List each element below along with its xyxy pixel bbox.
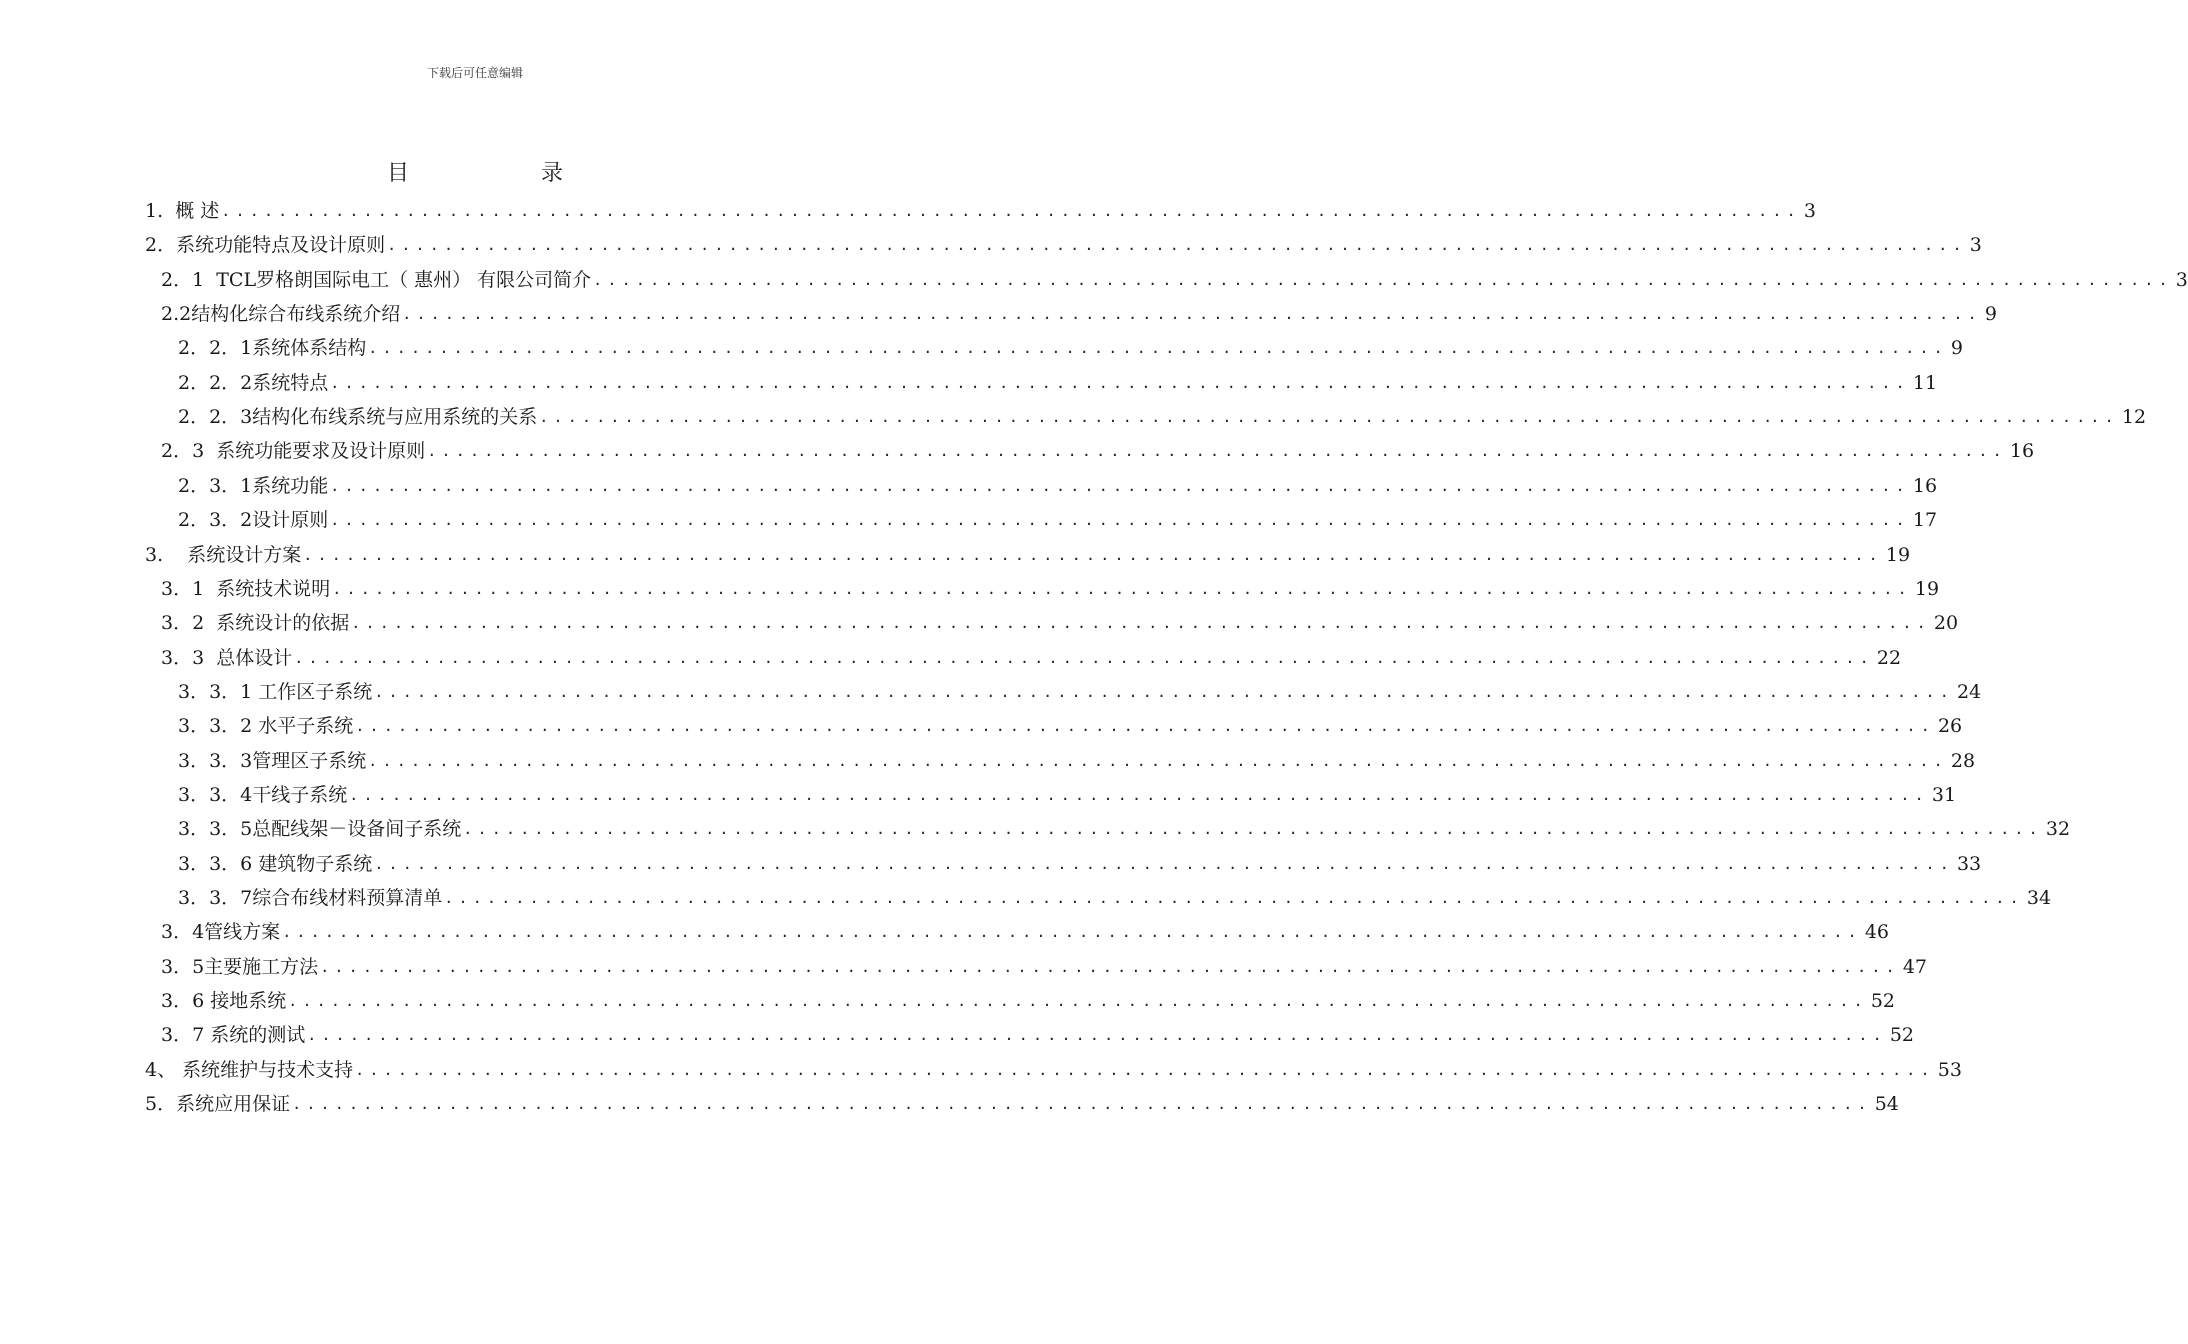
toc-entry-page: 47 bbox=[1902, 955, 1927, 978]
toc-entry-label: 3．5主要施工方法 bbox=[161, 955, 319, 978]
toc-entry[interactable] bbox=[161, 259, 2188, 293]
toc-entry[interactable] bbox=[178, 808, 2071, 842]
toc-entry-page: 32 bbox=[2045, 818, 2071, 841]
toc-entry[interactable] bbox=[178, 877, 2052, 911]
toc-entry-label: 4、 系统维护与技术支持 bbox=[145, 1058, 354, 1081]
toc-entry[interactable] bbox=[178, 499, 1938, 533]
toc-entry-label: 3．1 系统技术说明 bbox=[161, 577, 331, 600]
toc-entry-page: 54 bbox=[1874, 1093, 1899, 1116]
toc-entry-label: 2．3 系统功能要求及设计原则 bbox=[161, 440, 426, 463]
toc-entry-label: 3．3．1 工作区子系统 bbox=[178, 680, 373, 703]
toc-entry[interactable] bbox=[178, 843, 1982, 877]
toc-entry-page: 20 bbox=[1933, 612, 1959, 635]
toc-entry[interactable] bbox=[161, 946, 1927, 980]
toc-entry-page: 9 bbox=[1984, 303, 1997, 326]
page-header-note: 下载后可任意编辑 bbox=[426, 66, 523, 80]
toc-entry-label: 5．系统应用保证 bbox=[145, 1093, 291, 1116]
toc-entry-label: 3．7 系统的测试 bbox=[161, 1024, 306, 1047]
toc-entry-label: 2．3．1系统功能 bbox=[178, 474, 329, 497]
toc-entry-label: 3．3．4干线子系统 bbox=[178, 783, 348, 806]
toc-entry[interactable] bbox=[161, 293, 1997, 327]
toc-entry-page: 3 bbox=[1969, 234, 1982, 257]
toc-entry-leader: ............................................................................................................... bbox=[349, 785, 1929, 804]
toc-entry-leader: ............................................................................................................... bbox=[351, 614, 1931, 633]
toc-entry-label: 3．6 接地系统 bbox=[161, 990, 287, 1013]
toc-entry[interactable] bbox=[145, 190, 1816, 224]
toc-entry-label: 2．2．2系统特点 bbox=[178, 371, 329, 394]
toc-entry[interactable] bbox=[145, 534, 1911, 568]
toc-entry-page: 19 bbox=[1885, 543, 1911, 566]
toc-entry-leader: ............................................................................................................... bbox=[374, 854, 1954, 873]
toc-entry-page: 12 bbox=[2121, 406, 2147, 429]
toc-entry-leader: ............................................................................................................... bbox=[292, 1095, 1872, 1114]
toc-entry-leader: ............................................................................................................... bbox=[294, 648, 1874, 667]
toc-entry-leader: ............................................................................................................... bbox=[427, 442, 2007, 461]
toc-entry[interactable] bbox=[145, 1083, 1899, 1117]
toc-entry[interactable] bbox=[178, 396, 2147, 430]
toc-entry-page: 16 bbox=[2009, 440, 2035, 463]
toc-entry-leader: ............................................................................................................... bbox=[288, 992, 1868, 1011]
toc-entry-label: 3．3．6 建筑物子系统 bbox=[178, 852, 373, 875]
toc-entry-label: 2．2．3结构化布线系统与应用系统的关系 bbox=[178, 406, 538, 429]
toc-entry-leader: ............................................................................................................... bbox=[355, 717, 1935, 736]
toc-entry-leader: ............................................................................................................... bbox=[463, 820, 2043, 839]
toc-entry[interactable] bbox=[178, 671, 1982, 705]
toc-entry-page: 17 bbox=[1912, 509, 1938, 532]
toc-entry-leader: ............................................................................................................... bbox=[593, 270, 2173, 289]
toc-entry-page: 3 bbox=[2175, 268, 2188, 291]
toc-entry-label: 3．3．5总配线架－设备间子系统 bbox=[178, 818, 462, 841]
toc-entry-page: 34 bbox=[2026, 887, 2052, 909]
toc-entry[interactable] bbox=[178, 705, 1963, 739]
toc-entry[interactable] bbox=[161, 637, 1902, 671]
toc-entry-label: 3．2 系统设计的依据 bbox=[161, 612, 350, 635]
toc-entry-leader: ............................................................................................................... bbox=[368, 339, 1948, 358]
toc-entry-leader: ............................................................................................................... bbox=[221, 202, 1801, 220]
toc-entry-page: 52 bbox=[1889, 1024, 1915, 1047]
toc-title-right: 录 bbox=[541, 161, 564, 186]
toc-entry-leader: ............................................................................................................... bbox=[330, 476, 1910, 495]
toc-entry-page: 33 bbox=[1956, 852, 1982, 875]
toc-entry-leader: ............................................................................................................... bbox=[307, 1026, 1887, 1045]
toc-entry[interactable] bbox=[178, 327, 1963, 361]
toc-entry-leader: ............................................................................................................... bbox=[330, 373, 1910, 392]
toc-entry-label: 3. 系统设计方案 bbox=[145, 543, 302, 566]
toc-entry-label: 3．3 总体设计 bbox=[161, 646, 293, 669]
toc-entry[interactable] bbox=[161, 568, 1940, 602]
toc-entry-leader: ............................................................................................................... bbox=[368, 751, 1948, 770]
toc-entry-page: 31 bbox=[1931, 783, 1957, 806]
toc-entry-leader: ............................................................................................................... bbox=[303, 545, 1883, 564]
toc-entry[interactable] bbox=[178, 740, 1976, 774]
toc-entry-leader: ............................................................................................................... bbox=[539, 408, 2119, 427]
toc-entry[interactable] bbox=[178, 465, 1938, 499]
toc-entry[interactable] bbox=[161, 911, 1889, 945]
toc-title-left: 目 bbox=[386, 161, 409, 186]
toc-entry-page: 19 bbox=[1914, 577, 1940, 600]
toc-entry-leader: ............................................................................................................... bbox=[320, 957, 1900, 976]
toc-entry[interactable] bbox=[178, 362, 1938, 396]
toc-entry-label: 3．3．7综合布线材料预算清单 bbox=[178, 887, 443, 909]
toc-entry-leader: ............................................................................................................... bbox=[330, 511, 1910, 530]
toc-entry-label: 2．系统功能特点及设计原则 bbox=[145, 234, 386, 257]
toc-entry-page: 46 bbox=[1864, 921, 1889, 944]
toc-entry-leader: ............................................................................................................... bbox=[355, 1060, 1935, 1079]
toc-entry-label: 3．3．3管理区子系统 bbox=[178, 749, 367, 772]
toc-entry-page: 11 bbox=[1912, 371, 1938, 394]
toc-entry[interactable] bbox=[145, 1049, 1962, 1083]
toc-entry-leader: ............................................................................................................... bbox=[387, 236, 1967, 255]
toc-entry[interactable] bbox=[161, 980, 1896, 1014]
toc-title bbox=[0, 156, 950, 187]
toc-entry-label: 2．1 TCL罗格朗国际电工（ 惠州） 有限公司简介 bbox=[161, 268, 592, 291]
toc-entry-label: 1. 概 述 bbox=[145, 200, 220, 222]
toc-entry-page: 28 bbox=[1950, 749, 1976, 772]
toc-entry-page: 24 bbox=[1956, 680, 1982, 703]
toc-entry-page: 26 bbox=[1937, 715, 1963, 738]
toc-entry-page: 16 bbox=[1912, 474, 1938, 497]
toc-entry-page: 52 bbox=[1870, 990, 1896, 1013]
toc-entry-label: 2．3．2设计原则 bbox=[178, 509, 329, 532]
toc-entry-page: 9 bbox=[1950, 337, 1963, 360]
toc-entry-label: 3．3．2 水平子系统 bbox=[178, 715, 354, 738]
toc-entry-leader: ............................................................................................................... bbox=[332, 579, 1912, 598]
toc-entry-page: 22 bbox=[1876, 646, 1902, 669]
toc-entry[interactable] bbox=[161, 602, 1959, 636]
toc-entry-page: 53 bbox=[1937, 1058, 1962, 1081]
toc-entry-label: 2．2．1系统体系结构 bbox=[178, 337, 367, 360]
toc-entry[interactable] bbox=[145, 224, 1982, 258]
toc-entry-leader: ............................................................................................................... bbox=[402, 305, 1982, 324]
toc-entry-label: 3．4管线方案 bbox=[161, 921, 281, 944]
toc-entry-page: 3 bbox=[1803, 200, 1816, 222]
toc-entry-leader: ............................................................................................................... bbox=[444, 889, 2024, 907]
toc-entry[interactable] bbox=[161, 1014, 1915, 1048]
toc-entry[interactable] bbox=[178, 774, 1957, 808]
toc-entry-leader: ............................................................................................................... bbox=[374, 682, 1954, 701]
toc-entry-leader: ............................................................................................................... bbox=[282, 923, 1862, 942]
toc-entry-label: 2.2结构化综合布线系统介绍 bbox=[161, 303, 401, 326]
toc-entry[interactable] bbox=[161, 430, 2035, 464]
